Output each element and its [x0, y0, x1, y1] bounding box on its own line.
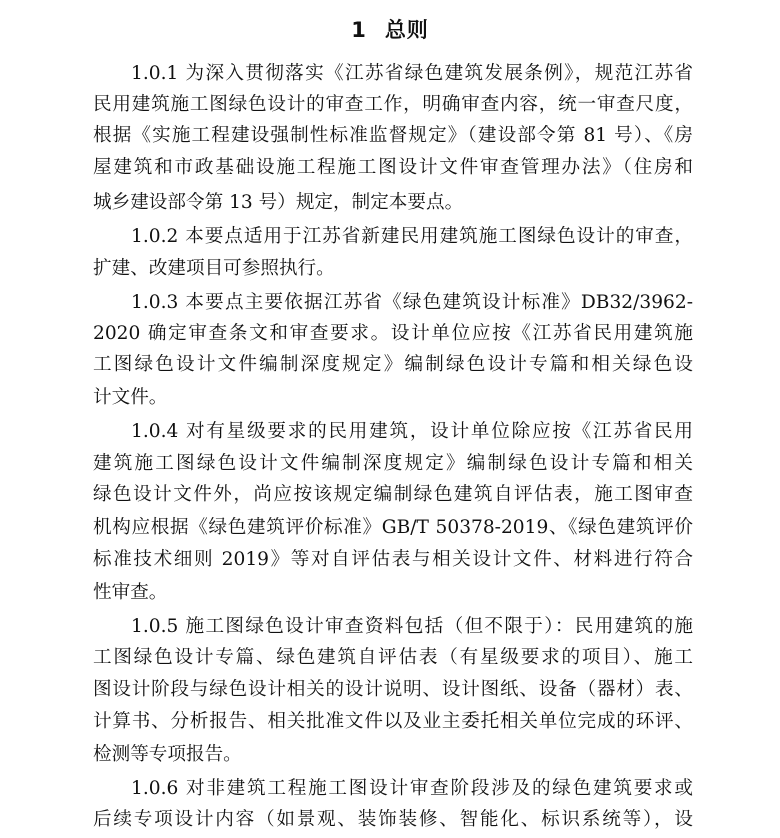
clause-1-0-3-line-2: 2020 确定审查条文和审查要求。设计单位应按《江苏省民用建筑施	[93, 323, 693, 344]
chapter-title: 总则	[384, 18, 429, 42]
clause-1-0-4-line-5: 标准技术细则 2019》等对自评估表与相关设计文件、材料进行符合	[93, 549, 693, 570]
clause-1-0-6-line-2: 后续专项设计内容（如景观、装饰装修、智能化、标识系统等），设	[93, 809, 693, 830]
clause-1-0-4-line-2: 建筑施工图绿色设计文件编制深度规定》编制绿色设计专篇和相关	[93, 453, 693, 474]
clause-1-0-1-line-2: 民用建筑施工图绿色设计的审查工作，明确审查内容，统一审查尺度，	[93, 94, 693, 115]
clause-1-0-1-line-4: 屋建筑和市政基础设施工程施工图设计文件审查管理办法》（住房和	[93, 157, 693, 178]
clause-1-0-4-line-3: 绿色设计文件外，尚应按该规定编制绿色建筑自评估表，施工图审查	[93, 484, 693, 505]
clause-1-0-3-line-1: 1.0.3 本要点主要依据江苏省《绿色建筑设计标准》DB32/3962-	[131, 292, 693, 313]
clause-1-0-4-line-6: 性审查。	[93, 582, 168, 603]
clause-1-0-5-line-3: 图设计阶段与绿色设计相关的设计说明、设计图纸、设备（器材）表、	[93, 679, 693, 700]
clause-1-0-3-line-3: 工图绿色设计文件编制深度规定》编制绿色设计专篇和相关绿色设	[93, 354, 693, 375]
clause-1-0-1-line-3: 根据《实施工程建设强制性标准监督规定》（建设部令第 81 号）、《房	[93, 125, 693, 146]
clause-1-0-2-line-1: 1.0.2 本要点适用于江苏省新建民用建筑施工图绿色设计的审查，	[131, 226, 693, 247]
page-title	[0, 14, 780, 44]
clause-1-0-1-line-1: 1.0.1 为深入贯彻落实《江苏省绿色建筑发展条例》，规范江苏省	[131, 63, 693, 84]
clause-1-0-5-line-1: 1.0.5 施工图绿色设计审查资料包括（但不限于）：民用建筑的施	[131, 616, 693, 637]
clause-1-0-4-line-1: 1.0.4 对有星级要求的民用建筑，设计单位除应按《江苏省民用	[131, 421, 693, 442]
clause-1-0-5-line-4: 计算书、分析报告、相关批准文件以及业主委托相关单位完成的环评、	[93, 711, 693, 732]
clause-1-0-1-line-5: 城乡建设部令第 13 号）规定，制定本要点。	[93, 192, 464, 213]
clause-1-0-5-line-2: 工图绿色设计专篇、绿色建筑自评估表（有星级要求的项目）、施工	[93, 647, 693, 668]
clause-1-0-2-line-2: 扩建、改建项目可参照执行。	[93, 258, 335, 279]
clause-1-0-3-line-4: 计文件。	[93, 387, 168, 408]
clause-1-0-5-line-5: 检测等专项报告。	[93, 744, 242, 765]
chapter-number: 1	[351, 18, 367, 42]
clause-1-0-4-line-4: 机构应根据《绿色建筑评价标准》GB/T 50378-2019、《绿色建筑评价	[93, 517, 693, 538]
clause-1-0-6-line-1: 1.0.6 对非建筑工程施工图设计审查阶段涉及的绿色建筑要求或	[131, 778, 693, 799]
